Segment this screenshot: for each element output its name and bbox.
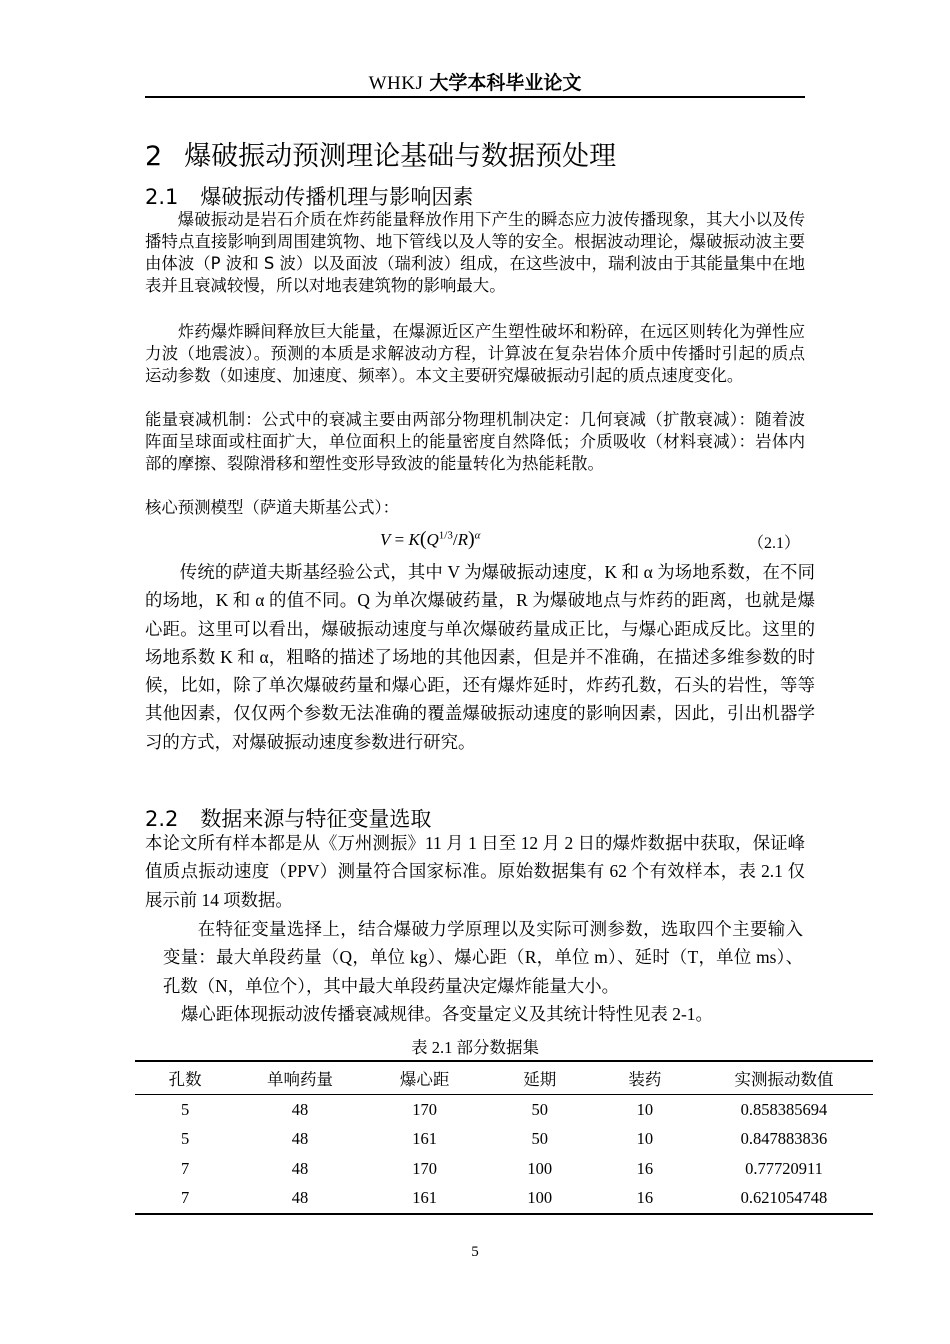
paragraph: 爆心距体现振动波传播衰减规律。各变量定义及其统计特性见表 2-1。: [181, 1004, 713, 1024]
formula-q: Q: [426, 530, 439, 549]
table-row: [135, 1125, 873, 1155]
table-row: [135, 1095, 873, 1125]
table-caption: 表 2.1 部分数据集: [411, 1038, 539, 1057]
column-header: 单响药量: [235, 1061, 365, 1095]
section-heading-2-1: [145, 181, 473, 211]
table-header-row: [135, 1061, 873, 1095]
section-number: 2.1: [145, 185, 179, 209]
formula-lhs: V: [380, 530, 391, 549]
section-title: 数据来源与特征变量选取: [200, 807, 432, 831]
formula-equals: =: [390, 530, 409, 549]
formula-k: K: [408, 530, 420, 549]
header-title: 大学本科毕业论文: [429, 72, 582, 94]
column-header: 装药: [595, 1061, 695, 1095]
table-cell: 48: [291, 1158, 309, 1178]
paragraph: 在特征变量选择上，结合爆破力学原理以及实际可测参数，选取四个主要输入变量：最大单段药量（Q，单位 kg）、爆心距（R，单位 m）、延时（T，单位 ms）、孔数（N，单位个），其中最大单段药量决定爆炸能量大小。: [163, 919, 803, 996]
table-cell: 7: [180, 1158, 190, 1178]
table-cell: 10: [636, 1129, 654, 1149]
table-cell: 161: [412, 1129, 438, 1149]
paragraph: 核心预测模型（萨道夫斯基公式）：: [145, 498, 400, 517]
section-title: 爆破振动传播机理与影响因素: [200, 185, 474, 209]
paragraph: 传统的萨道夫斯基经验公式，其中 V 为爆破振动速度，K 和 α 为场地系数，在不同的场地，K 和 α 的值不同。Q 为单次爆破药量，R 为爆破地点与炸药的距离，也就是爆心距。这里可以看出，爆破振动速度与单次爆破药量成正比，与爆心距成反比。这里的场地系数 K 和 α，粗略的描述了场地的其他因素，但是并不准确，在描述多维参数的时候，比如，除了单次爆破药量和爆心距，还有爆炸延时，炸药孔数，石头的岩性，等等其他因素，仅仅两个参数无法准确的覆盖爆破振动速度的影响因素，因此，引出机器学习的方式，对爆破振动速度参数进行研究。: [145, 562, 815, 752]
table-cell: 50: [531, 1099, 548, 1119]
table-cell: 7: [135, 1184, 235, 1215]
paragraph: 本论文所有样本都是从《万州测振》11 月 1 日至 12 月 2 日的爆炸数据中获取，保证峰值质点振动速度（PPV）测量符合国家标准。原始数据集有 62 个有效样本，表 2.1 仅展示前 14 项数据。: [145, 833, 805, 910]
table-row: [135, 1154, 873, 1184]
column-header: 延期: [485, 1061, 595, 1095]
table-cell: 16: [595, 1184, 695, 1215]
table-cell: 48: [291, 1099, 309, 1119]
table-cell: 48: [235, 1184, 365, 1215]
table-cell: 0.77720911: [745, 1158, 823, 1178]
header-latin: WHKJ: [368, 73, 424, 94]
data-table: [135, 1060, 873, 1215]
equation-number: （2.1）: [748, 535, 801, 552]
table-cell: 5: [180, 1129, 190, 1149]
paragraph: 能量衰减机制：公式中的衰减主要由两部分物理机制决定：几何衰减（扩散衰减）：随着波阵面呈球面或柱面扩大，单位面积上的能量密度自然降低；介质吸收（材料衰减）：岩体内部的摩擦、裂隙滑移和塑性变形导致波的能量转化为热能耗散。: [145, 410, 805, 473]
equation-2-1: $V = K(Q^{1/3}/R)^\alpha$: [380, 528, 481, 550]
formula-alpha: α: [474, 529, 481, 542]
column-header: 孔数: [135, 1061, 235, 1095]
table-cell: 10: [636, 1099, 654, 1119]
column-header: 爆心距: [365, 1061, 485, 1095]
table-row: [135, 1184, 873, 1215]
table-cell: 48: [291, 1129, 309, 1149]
chapter-heading: [145, 134, 616, 173]
table-cell: 161: [365, 1184, 485, 1215]
page-number: 5: [471, 1244, 479, 1260]
table-cell: 0.847883836: [740, 1129, 828, 1149]
header-rule: [145, 96, 805, 98]
table-cell: 0.858385694: [740, 1099, 828, 1119]
formula-exponent: 1/3: [438, 529, 453, 542]
formula-slash: /: [452, 530, 458, 549]
table-cell: 100: [485, 1184, 595, 1215]
table-cell: 100: [527, 1158, 553, 1178]
column-header: 实测振动数值: [695, 1061, 873, 1095]
table-cell: 0.621054748: [695, 1184, 873, 1215]
section-number: 2.2: [145, 807, 179, 831]
table-cell: 170: [412, 1099, 438, 1119]
formula-r: R: [457, 530, 468, 549]
chapter-title: 爆破振动预测理论基础与数据预处理: [184, 141, 617, 172]
paragraph: 炸药爆炸瞬间释放巨大能量，在爆源近区产生塑性破坏和粉碎，在远区则转化为弹性应力波（地震波）。预测的本质是求解波动方程，计算波在复杂岩体介质中传播时引起的质点运动参数（如速度、加速度、频率）。本文主要研究爆破振动引起的质点速度变化。: [145, 322, 805, 385]
chapter-number: 2: [145, 141, 163, 172]
table-cell: 170: [412, 1158, 438, 1178]
running-header: [145, 68, 805, 95]
table-cell: 5: [180, 1099, 190, 1119]
table-cell: 16: [636, 1158, 654, 1178]
paragraph: 爆破振动是岩石介质在炸药能量释放作用下产生的瞬态应力波传播现象，其大小以及传播特点直接影响到周围建筑物、地下管线以及人等的安全。根据波动理论，爆破振动波主要由体波（P 波和 S 波）以及面波（瑞利波）组成，在这些波中，瑞利波由于其能量集中在地表并且衰减较慢，所以对地表建筑物的影响最大。: [145, 210, 805, 295]
table-cell: 50: [531, 1129, 548, 1149]
